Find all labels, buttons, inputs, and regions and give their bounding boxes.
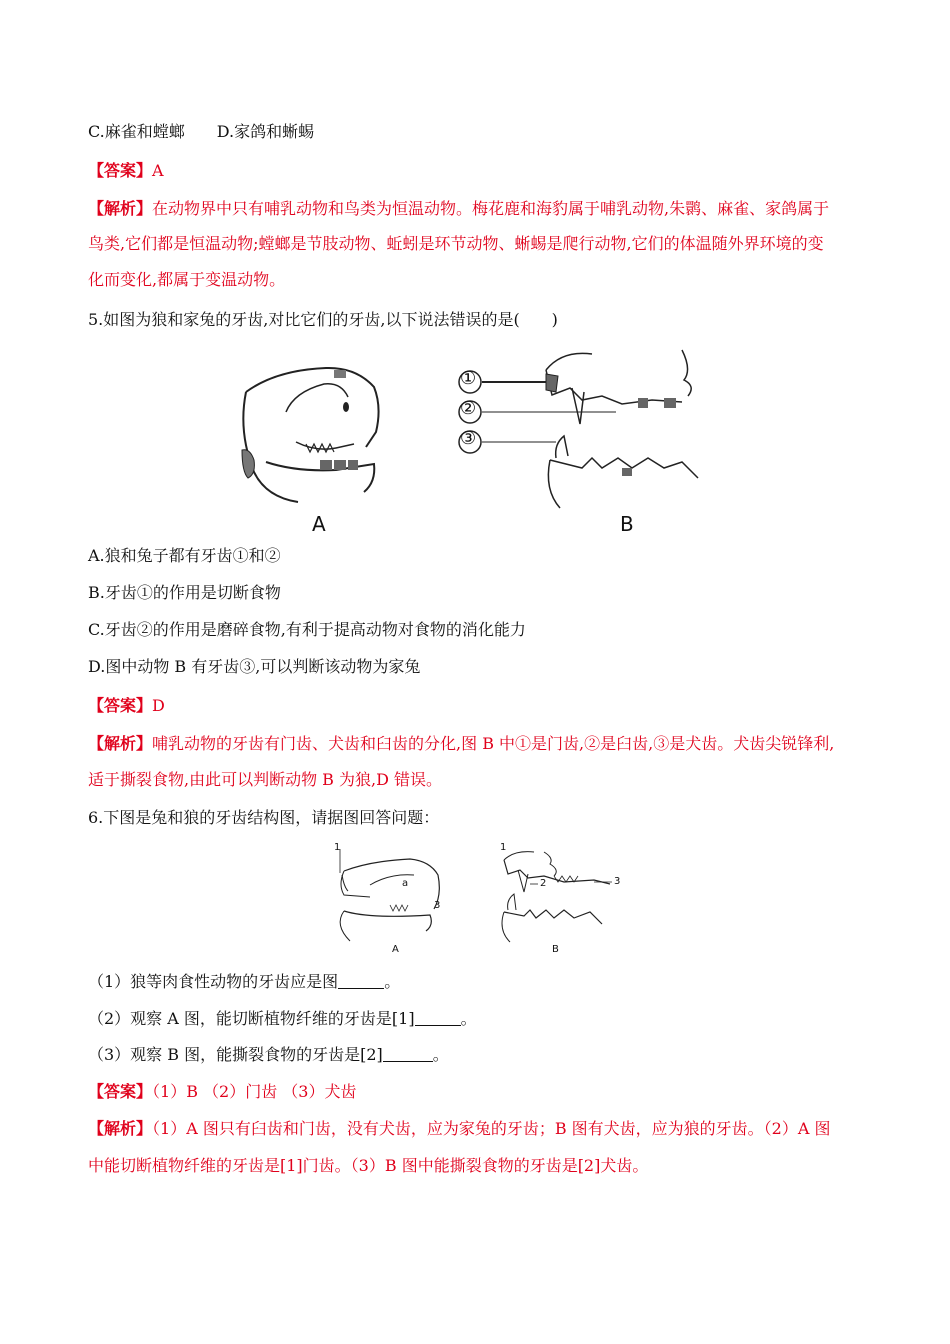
answer-value: （1）B （2）门齿 （3）犬齿 — [152, 1082, 357, 1101]
answer-value: A — [152, 161, 164, 180]
q6-figure-a-rabbit-skull — [330, 845, 450, 945]
q5-analysis-line-1: 【解析】哺乳动物的牙齿有门齿、犬齿和臼齿的分化,图 B 中①是门齿,②是臼齿,③是犬齿。犬齿尖锐锋利, — [88, 734, 835, 753]
answer-tag: 【答案】 — [88, 696, 153, 715]
q6-figure-b-wolf-skull — [494, 840, 624, 944]
q6-sub-question-2: （2）观察 A 图，能切断植物纤维的牙齿是[1] 。 — [88, 1009, 477, 1028]
analysis-tag: 【解析】 — [88, 199, 153, 218]
analysis-tag: 【解析】 — [88, 1119, 153, 1138]
q5-callout-3: ③ — [460, 428, 477, 449]
q6-sub-question-1: （1）狼等肉食性动物的牙齿应是图 。 — [88, 972, 401, 991]
q6-figure-b-label-2: 2 — [540, 878, 547, 889]
q4-analysis-line-3: 化而变化,都属于变温动物。 — [88, 270, 286, 289]
q5-analysis-line-2: 适于撕裂食物,由此可以判断动物 B 为狼,D 错误。 — [88, 770, 443, 789]
q6-stem: 6.下图是兔和狼的牙齿结构图，请据图回答问题： — [88, 808, 440, 827]
q4-answer — [88, 159, 164, 183]
q5-callout-1: ① — [460, 368, 477, 389]
q5-option-a: A.狼和兔子都有牙齿①和② — [88, 546, 281, 565]
q4-analysis-line-2: 鸟类,它们都是恒温动物;螳螂是节肢动物、蚯蚓是环节动物、蜥蜴是爬行动物,它们的体温随外界环境的变 — [88, 234, 824, 253]
q6-figure-a-label-1: 1 — [334, 842, 341, 853]
answer-value: D — [152, 696, 165, 715]
answer-blank — [338, 972, 384, 989]
analysis-tag: 【解析】 — [88, 734, 153, 753]
q5-figure-b-wolf-skull — [452, 340, 712, 512]
q6-answer — [88, 1080, 357, 1104]
answer-blank — [383, 1045, 433, 1062]
q4-options-cd: C.麻雀和螳螂 D.家鸽和蜥蜴 — [88, 122, 315, 141]
answer-blank — [415, 1009, 461, 1026]
q5-callout-2: ② — [460, 398, 477, 419]
q4-analysis-line-1: 【解析】在动物界中只有哺乳动物和鸟类为恒温动物。梅花鹿和海豹属于哺乳动物,朱鹮、麻雀、家鸽属于 — [88, 199, 830, 218]
answer-tag: 【答案】 — [88, 161, 153, 180]
q6-analysis-line-2: 中能切断植物纤维的牙齿是[1]门齿。（3）B 图中能撕裂食物的牙齿是[2]犬齿。 — [88, 1156, 649, 1175]
q6-analysis-line-1: 【解析】（1）A 图只有臼齿和门齿，没有犬齿，应为家兔的牙齿；B 图有犬齿，应为狼的牙齿。（2）A 图 — [88, 1119, 831, 1138]
q5-stem: 5.如图为狼和家兔的牙齿,对比它们的牙齿,以下说法错误的是( ) — [88, 310, 558, 329]
q5-figure-a-rabbit-skull — [236, 352, 396, 512]
q6-figure-a-label: A — [392, 944, 399, 955]
q6-sub-question-3: （3）观察 B 图，能撕裂食物的牙齿是[2] 。 — [88, 1045, 449, 1064]
q6-figure-b-label: B — [552, 944, 559, 955]
q5-option-c: C.牙齿②的作用是磨碎食物,有利于提高动物对食物的消化能力 — [88, 620, 526, 639]
q6-figure-b-label-3: 3 — [614, 876, 621, 887]
q6-figure-a-label-3: 3 — [434, 900, 441, 911]
q5-option-b: B.牙齿①的作用是切断食物 — [88, 583, 281, 602]
answer-tag: 【答案】 — [88, 1082, 153, 1101]
q6-figure-b-label-1: 1 — [500, 842, 507, 853]
q5-figure-b-label: B — [620, 512, 634, 536]
q6-figure-a-label-a: a — [402, 878, 409, 889]
q5-answer — [88, 694, 165, 718]
q5-figure-a-label: A — [312, 512, 326, 536]
q5-option-d: D.图中动物 B 有牙齿③,可以判断该动物为家兔 — [88, 657, 421, 676]
